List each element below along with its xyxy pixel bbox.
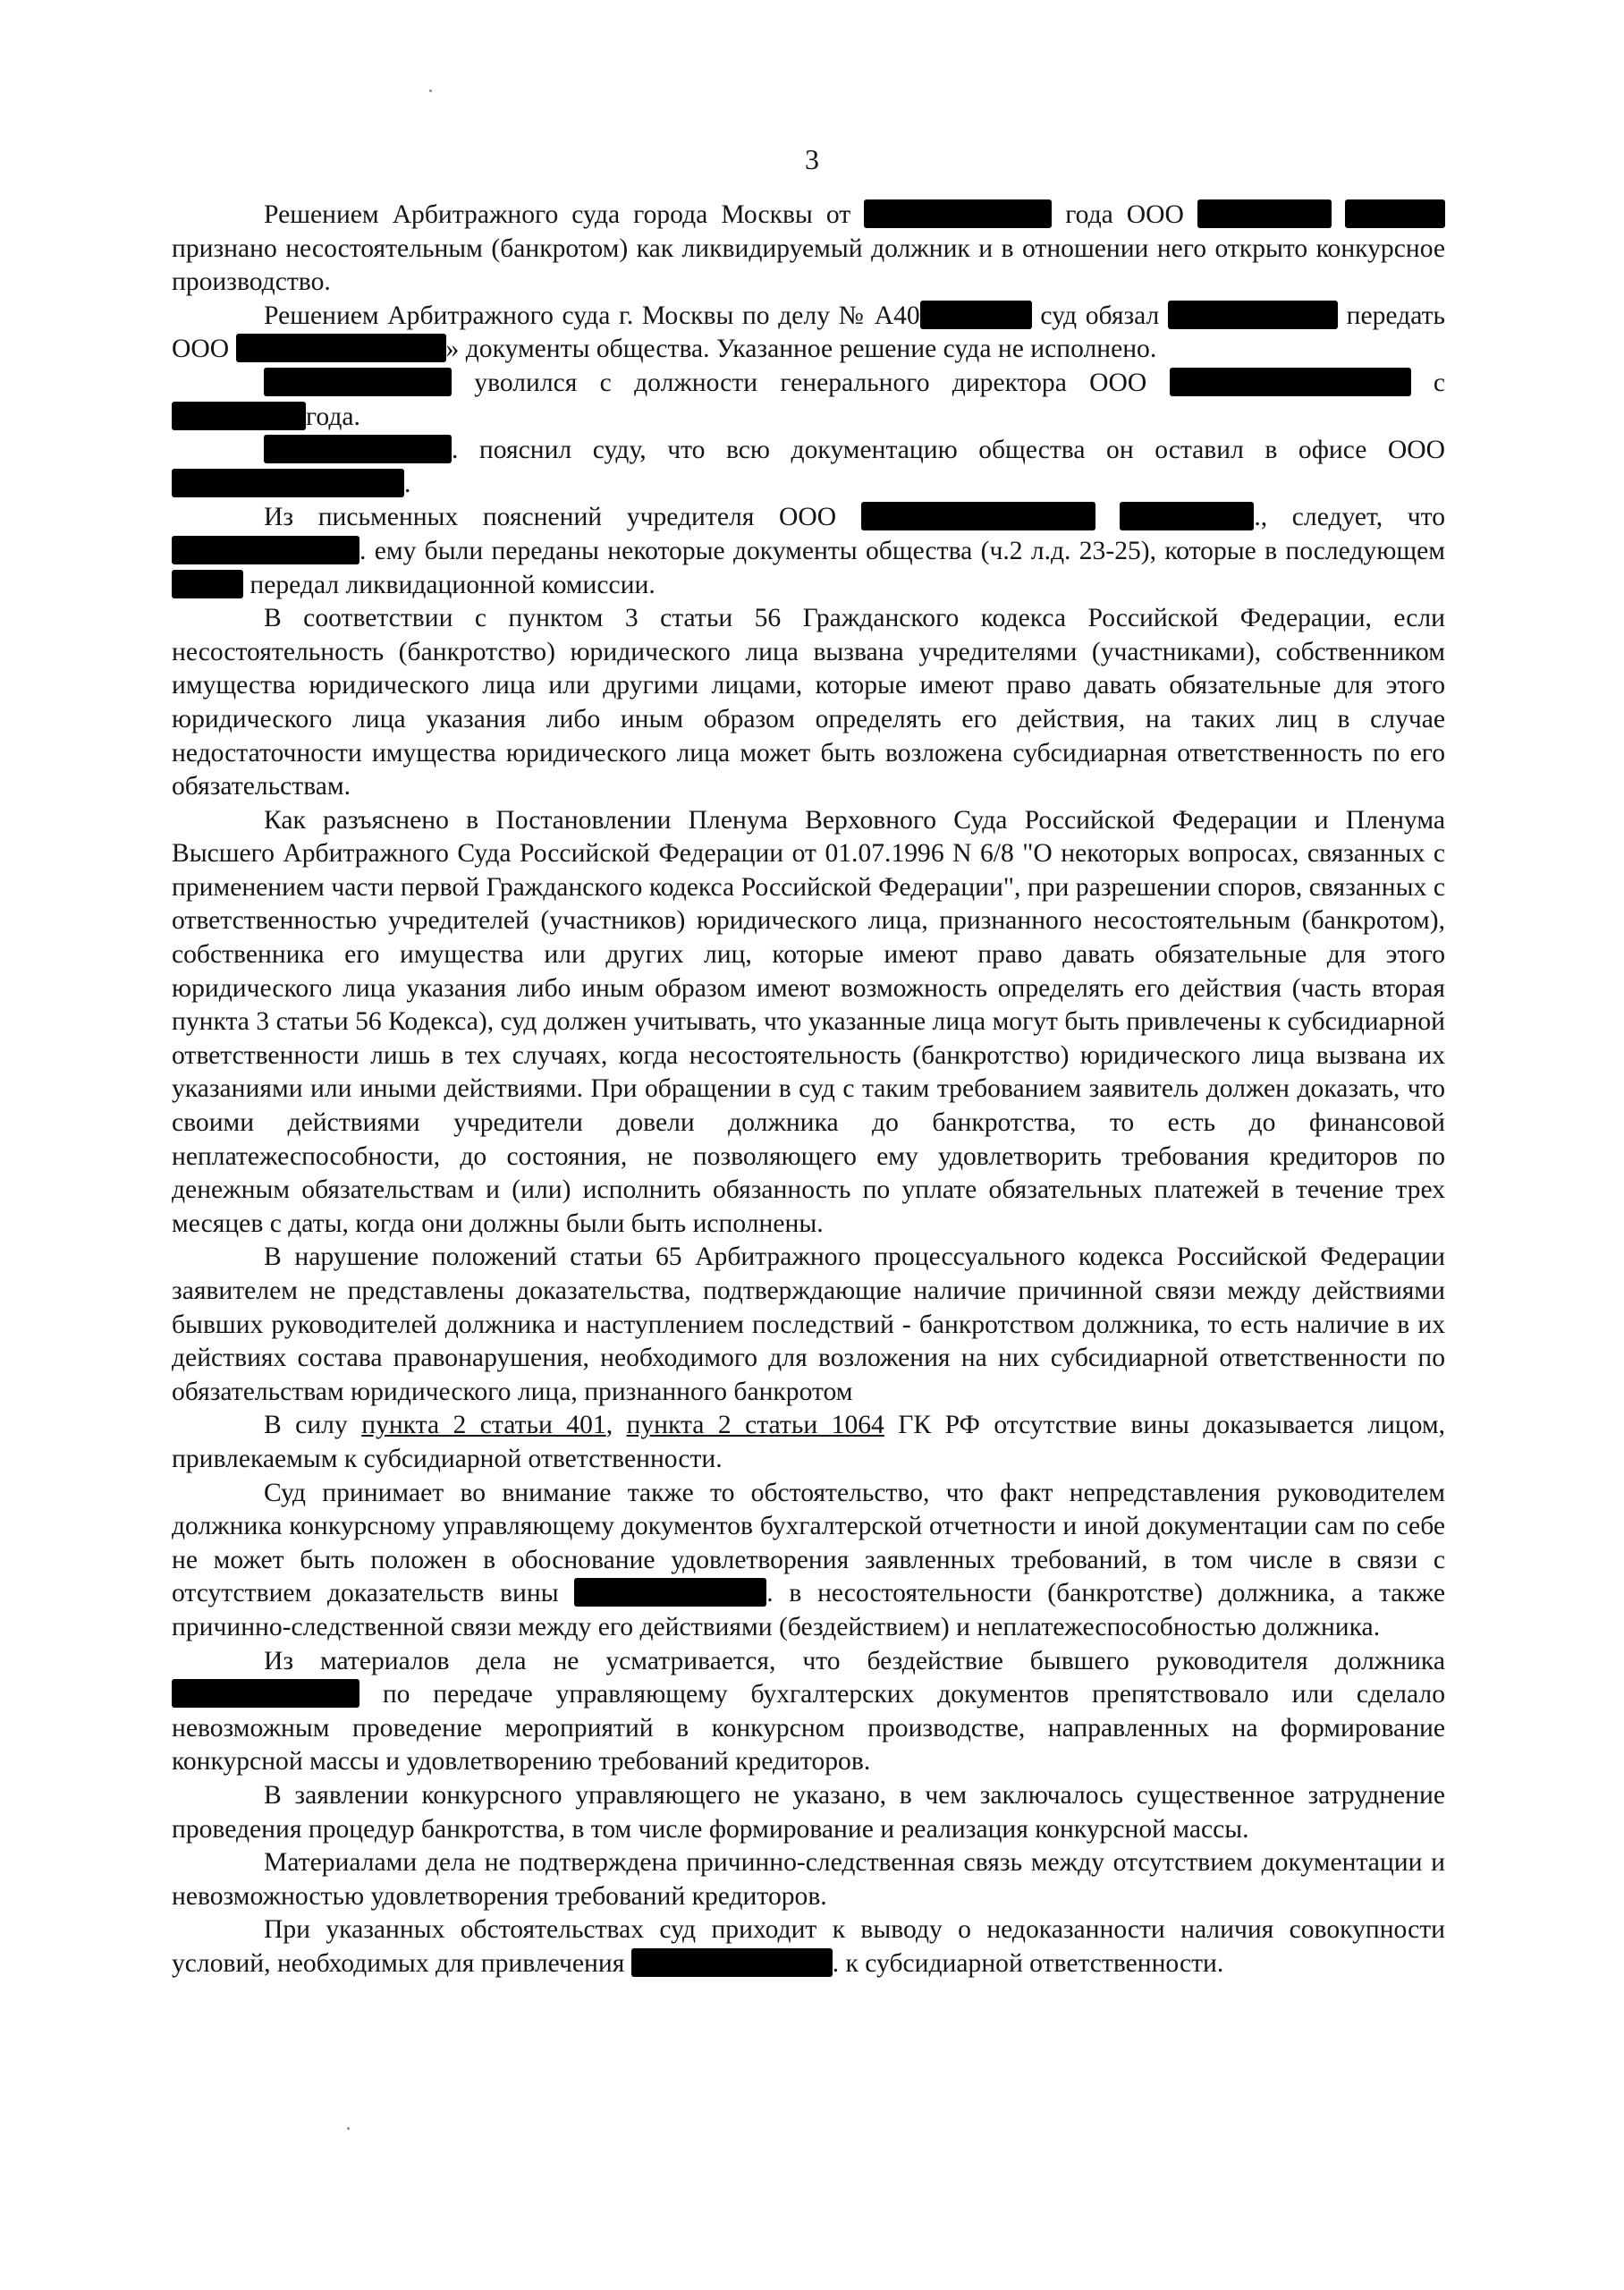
paragraph-3: уволился с должности генерального директора ООО с года. (172, 367, 1445, 434)
scan-speck (429, 89, 432, 92)
redaction-company (1345, 199, 1445, 228)
law-link-article-401[interactable]: пункта 2 статьи 401 (361, 1411, 606, 1440)
redaction-company (1170, 368, 1411, 396)
paragraph-1: Решением Арбитражного суда города Москвы от года ООО признано несостоятельным (банкротом) как ликвидируемый должник и в отношении него открыто конкурсное производство. (172, 200, 1445, 297)
redaction-person (264, 435, 452, 463)
redaction-person (574, 1578, 766, 1607)
redaction-company (1197, 199, 1332, 228)
redaction-person (264, 368, 452, 396)
paragraph-13: Материалами дела не подтверждена причинно-следственная связь между отсутствием документации и невозможностью удовлетворения требований кредиторов. (172, 1848, 1445, 1911)
redaction-person (1120, 502, 1254, 530)
redaction-date (864, 199, 1052, 228)
paragraph-4: . пояснил суду, что всю документацию общества он оставил в офисе ООО . (172, 434, 1445, 501)
redaction-person (172, 536, 359, 564)
paragraph-9: В силу пункта 2 статьи 401, пункта 2 статьи 1064 ГК РФ отсутствие вины доказывается лицом, привлекаемым к субсидиарной ответственности. (172, 1411, 1445, 1473)
paragraph-6: В соответствии с пунктом 3 статьи 56 Гражданского кодекса Российской Федерации, если несостоятельность (банкротство) юридического лица вызвана учредителями (участниками), собственником имущества юридического лица или другими лицами, которые имеют право давать обязательные для этого юридического лица указания либо иным образом определять его действия, на таких лиц в случае недостаточности имущества юридического лица может быть возложена субсидиарная ответственность по его обязательствам. (172, 604, 1445, 802)
scan-speck (347, 2127, 350, 2130)
page-number: 3 (805, 143, 819, 175)
document-body (172, 199, 1445, 1980)
paragraph-14: При указанных обстоятельствах суд приходит к выводу о недоказанности наличия совокупности условий, необходимых для привлечения . к субсидиарной ответственности. (172, 1915, 1445, 1978)
paragraph-8: В нарушение положений статьи 65 Арбитражного процессуального кодекса Российской Федерации заявителем не представлены доказательства, подтверждающие наличие причинной связи между действиями бывших руководителей должника и наступлением последствий - банкротством должника, то есть наличие в их действиях состава правонарушения, необходимого для возложения на них субсидиарной ответственности по обязательствам юридического лица, признанного банкротом (172, 1243, 1445, 1406)
paragraph-10: Суд принимает во внимание также то обстоятельство, что факт непредставления руководителем должника конкурсному управляющему документов бухгалтерской отчетности и иной документации сам по себе не может быть положен в обоснование удовлетворения заявленных требований, в том числе в связи с отсутствием доказательств вины . в несостоятельности (банкротстве) должника, а также причинно-следственной связи между его действиями (бездействием) и неплатежеспособностью должника. (172, 1478, 1445, 1641)
redaction-case-number (920, 301, 1032, 329)
redaction-company (861, 502, 1095, 530)
redaction-person (172, 1679, 359, 1708)
redaction-person (631, 1948, 833, 1977)
redaction-person (172, 570, 243, 598)
paragraph-2: Решением Арбитражного суда г. Москвы по делу № А40 суд обязал передать ООО » документы общества. Указанное решение суда не исполнено. (172, 301, 1445, 364)
redaction-company (172, 469, 404, 497)
paragraph-5: Из письменных пояснений учредителя ООО ., следует, что . ему были переданы некоторые документы общества (ч.2 л.д. 23-25), которые в последующем передал ликвидационной комиссии. (172, 501, 1445, 602)
law-link-article-1064[interactable]: пункта 2 статьи 1064 (626, 1411, 884, 1440)
paragraph-11: Из материалов дела не усматривается, что бездействие бывшего руководителя должника по передаче управляющему бухгалтерских документов препятствовало или сделало невозможным проведение мероприятий в конкурсном производстве, направленных на формирование конкурсной массы и удовлетворению требований кредиторов. (172, 1646, 1445, 1777)
redaction-company (236, 334, 446, 362)
redaction-date (172, 402, 306, 430)
paragraph-12: В заявлении конкурсного управляющего не указано, в чем заключалось существенное затруднение проведения процедур банкротства, в том числе формирование и реализация конкурсной массы. (172, 1780, 1445, 1844)
redaction-person (1168, 301, 1338, 329)
paragraph-7: Как разъяснено в Постановлении Пленума Верховного Суда Российской Федерации и Пленума Высшего Арбитражного Суда Российской Федерации от 01.07.1996 N 6/8 "О некоторых вопросах, связанных с применением части первой Гражданского кодекса Российской Федерации", при разрешении споров, связанных с ответственностью учредителей (участников) юридического лица, признанного несостоятельным (банкротом), собственника его имущества или других лиц, которые имеют право давать обязательные для этого юридического лица указания либо иным образом имеют возможность определять его действия (часть вторая пункта 3 статьи 56 Кодекса), суд должен учитывать, что указанные лица могут быть привлечены к субсидиарной ответственности лишь в тех случаях, когда несостоятельность (банкротство) юридического лица вызвана их указаниями или иными действиями. При обращении в суд с таким требованием заявитель должен доказать, что своими действиями учредители довели должника до банкротства, то есть до финансовой неплатежеспособности, до состояния, не позволяющего ему удовлетворить требования кредиторов по денежным обязательствам и (или) исполнить обязанность по уплате обязательных платежей в течение трех месяцев с даты, когда они должны были быть исполнены. (172, 805, 1445, 1238)
